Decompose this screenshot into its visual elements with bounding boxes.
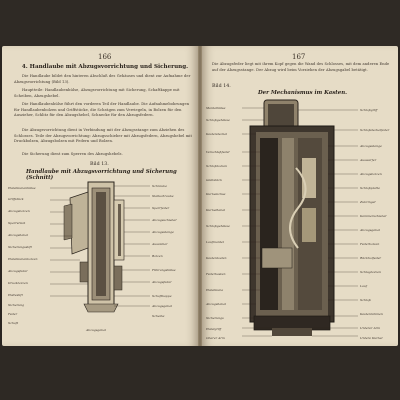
mech-label-right-17: Untere Kurbel [360, 336, 383, 340]
section-heading: 4. Handlaube mit Abzugsvorrichtung und Sicherung. [21, 64, 189, 70]
figure-title: Handlaube mit Abzugsvorrichtung und Sicherung (Schnitt) [26, 169, 177, 181]
right-page-number: 167 [292, 53, 306, 61]
label-right-8: Führungshülse [152, 268, 176, 272]
left-page-number: 166 [98, 53, 112, 61]
mech-label-left-10: Laufmantel [206, 240, 224, 244]
label-left-9: Druckbolzen [8, 281, 28, 285]
handlaube-diagram [50, 178, 150, 318]
mech-label-right-1: Schloßgriff [360, 108, 378, 112]
label-right-12: Scheibe [152, 314, 165, 318]
label-left-6: Sicherungsstift [8, 245, 32, 249]
label-right-9: Abzugsfeder [152, 280, 172, 284]
mechanism-diagram [242, 98, 358, 338]
right-figure-title: Der Mechanismus im Kasten. [258, 90, 348, 96]
paragraph-1: Die Handlaube bildet den hinteren Abschluß des Gehäuses und dient zur Aufnahme der Abzugsvorrichtung (Bild 13). [14, 74, 191, 84]
label-bottom: Abzugsgabel [86, 328, 107, 332]
mech-label-right-10: Federbolzen [360, 242, 380, 246]
mech-label-left-5: Schloßbolzen [206, 164, 228, 168]
right-figure-number: Bild 14. [212, 84, 231, 89]
mech-label-left-6: Gleitstück [206, 178, 222, 182]
mech-label-left-8: Kurbelhebel [206, 208, 226, 212]
mech-label-left-11: Kastenboden [206, 256, 227, 260]
mech-label-right-15: Kastenrahmen [360, 312, 383, 316]
mech-label-left-7: Kurbelachse [206, 192, 226, 196]
label-right-1: Schraube [152, 184, 167, 188]
label-left-2: Griffstück [8, 197, 24, 201]
mech-label-right-16: Unterer Arm [360, 326, 381, 330]
mech-label-left-2: Schloßgehäuse [206, 118, 230, 122]
mech-label-right-8: Kammerschieber [360, 214, 387, 218]
label-left-10: Haltestift [8, 293, 23, 297]
left-page [2, 46, 198, 346]
label-left-12: Feder [8, 312, 18, 316]
paragraph-2: Hauptteile: Handlaubenhülse, Abzugsvorrichtung mit Sicherung, Schaftkappe mit Scheiben, Abzugshebel. [14, 88, 180, 98]
label-left-13: Schaft [8, 321, 19, 325]
mech-label-left-1: Mantelhülse [206, 106, 226, 110]
mech-label-right-14: Schloß [360, 298, 371, 302]
mech-label-right-6: Schloßplatte [360, 186, 380, 190]
mech-label-left-3: Kastendeckel [206, 132, 228, 136]
paragraph-4: Die Abzugsvorrichtung dient in Verbindung mit der Abzugsstange zum Abziehen des Schlosses. Teile der Abzugsvorrichtung: Abzugsschieber mit Abzugsfedern, Abzugshebel mit Druckbolzen, Abzugsbolzen mit Federn und Bolzen. [14, 128, 193, 144]
open-book [0, 46, 400, 352]
label-left-8: Abzugsfeder [8, 269, 28, 273]
mech-label-left-13: Handlaube [206, 288, 224, 292]
label-right-11: Abzugsgabel [152, 304, 173, 308]
mech-label-left-4: Verschlußfeder [206, 150, 230, 154]
mech-label-right-2: Schloßdeckelfeder [360, 128, 390, 132]
label-left-5: Abzugshebel [8, 233, 29, 237]
label-right-5: Abzugsstange [152, 230, 174, 234]
mech-label-left-16: Handgriff [206, 327, 222, 331]
mech-label-right-12: Schlagbolzen [360, 270, 381, 274]
table-background [0, 346, 400, 400]
label-right-6: Auszieher [152, 242, 168, 246]
mech-label-left-14: Abzugshebel [206, 302, 227, 306]
mech-label-left-15: Sicherungs [206, 316, 224, 320]
label-right-7: Bolzen [152, 254, 163, 258]
mech-label-right-5: Abzugsbolzen [360, 172, 382, 176]
label-left-7: Handlaubenbolzen [8, 257, 38, 261]
right-intro-text: Die Abzugsfeder liegt mit ihrem Kopf gegen die Wand des Schlosses, mit dem anderen Ende auf der Abzugsstange. Der Abzug wird beim Vorziehen der Abzugsgabel betätigt. [212, 62, 390, 72]
label-left-3: Abzugsbolzen [8, 209, 30, 213]
mech-label-right-9: Abzugsgabel [360, 228, 381, 232]
mech-label-right-11: Rückholfeder [360, 256, 382, 260]
mech-label-left-9: Schloßgehäuse [206, 224, 230, 228]
label-right-3: Sperrfeder [152, 206, 170, 210]
mech-label-left-17: Oberer Arm [206, 336, 225, 340]
label-left-4: Sperrstück [8, 221, 26, 225]
mech-label-right-4: Auswerfer [360, 158, 377, 162]
mech-label-right-7: Zubringer [360, 200, 376, 204]
paragraph-5: Die Sicherung dient zum Sperren des Abzugshebels. [22, 152, 123, 156]
figure-number: Bild 13. [90, 162, 109, 167]
mech-label-left-12: Federkasten [206, 272, 226, 276]
label-right-10: Schaftkappe [152, 294, 172, 298]
paragraph-3: Die Handlaubenhülse führt den vorderen Teil der Handlaube. Die Aufnahmebohrungen für Handlaubenbolzen und Griffstücke, die Schrägen zum Verriegeln, in Bolzen für den Auszieher, Schlitz für den Abzugshebel, Schnecke für den Abzugsfedern. [14, 102, 190, 118]
label-left-1: Handlaubenhülse [8, 186, 36, 190]
label-left-11: Sicherung [8, 303, 25, 307]
mech-label-right-13: Lauf [360, 284, 368, 288]
label-right-4: Abzugsschieber [152, 218, 177, 222]
mech-label-right-3: Abzugsstange [360, 144, 382, 148]
right-page [202, 46, 398, 346]
label-right-2: Stellschraube [152, 194, 174, 198]
